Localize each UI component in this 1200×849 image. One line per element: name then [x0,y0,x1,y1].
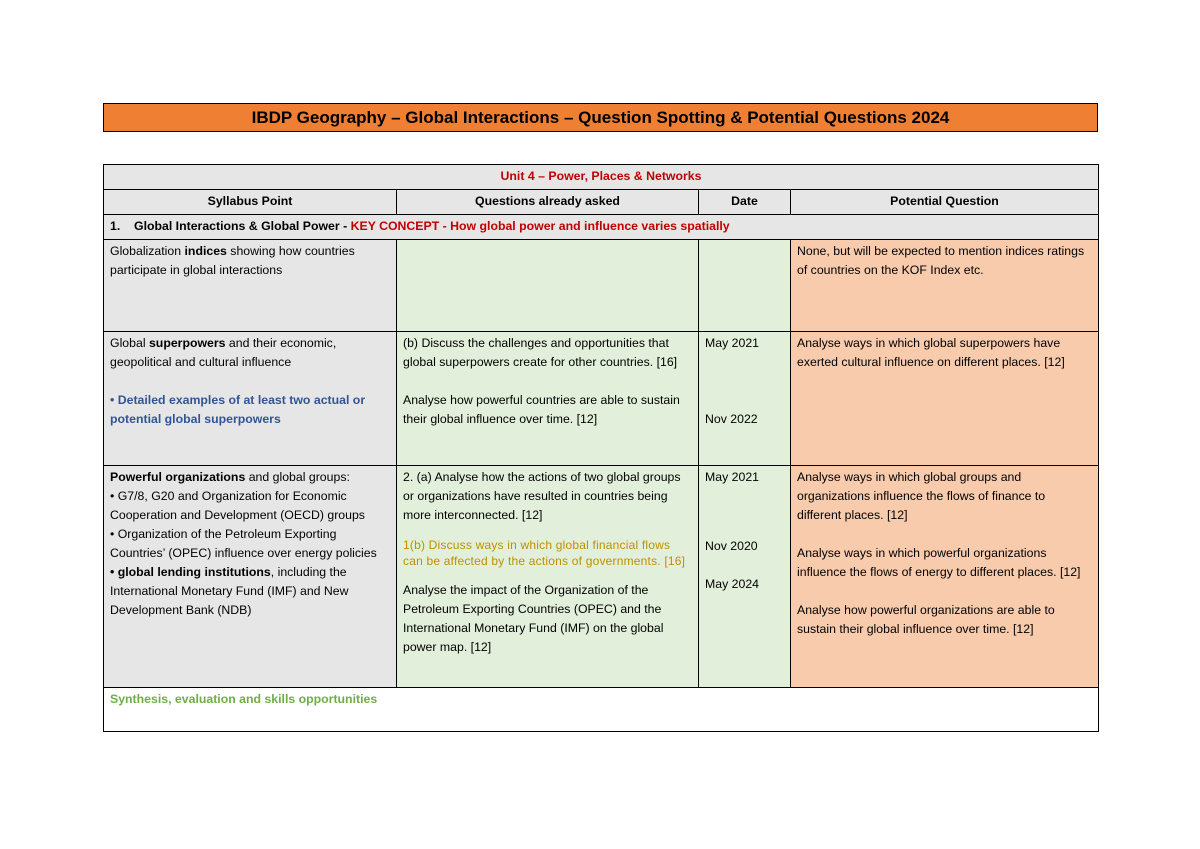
unit-title: Unit 4 – Power, Places & Networks [104,165,1099,190]
potential-question: Analyse how powerful organizations are able to sustain their global influence over time. [12] [797,603,1055,636]
syllabus-cell [104,240,397,332]
syllabus-keyword: indices [184,244,227,258]
potential-question: Analyse ways in which powerful organizations influence the flows of energy to different places. [12] [797,546,1081,579]
question-asked: Analyse how powerful countries are able to sustain their global influence over time. [12] [403,393,680,426]
section-number: 1. [110,219,121,233]
question-date: Nov 2020 [705,539,758,553]
syllabus-bullet: • G7/8, G20 and Organization for Economic Cooperation and Development (OECD) groups [110,489,365,522]
questions-cell [397,466,699,688]
syllabus-text-pre: Globalization [110,244,185,258]
synthesis-row [104,688,1099,732]
header-date: Date [699,190,791,215]
question-date: May 2021 [705,336,760,350]
date-cell [699,240,791,332]
questions-cell [397,332,699,466]
question-date: May 2024 [705,577,760,591]
table-row [104,332,1099,466]
syllabus-cell [104,466,397,688]
synthesis-label: Synthesis, evaluation and skills opportunities [104,688,1099,732]
syllabus-text-post: and their economic, geopolitical and cultural influence [110,336,337,369]
question-asked: (b) Discuss the challenges and opportunities that global superpowers create for other countries. [16] [403,336,678,369]
syllabus-text-post: and global groups: [245,470,350,484]
question-asked: 1(b) Discuss ways in which global financial flows can be affected by the actions of governments. [16] [403,538,686,568]
header-syllabus-point: Syllabus Point [104,190,397,215]
syllabus-bullet: • Organization of the Petroleum Exporting Countries’ (OPEC) influence over energy policies [110,527,377,560]
header-questions-asked: Questions already asked [397,190,699,215]
question-spotting-table [103,164,1099,732]
potential-question: Analyse ways in which global groups and organizations influence the flows of finance to different places. [12] [797,470,1046,522]
syllabus-bullet: • Detailed examples of at least two actual or potential global superpowers [110,393,366,426]
syllabus-bullet-keyword: • global lending institutions [110,565,271,579]
potential-cell [791,332,1099,466]
table-row [104,466,1099,688]
potential-cell [791,466,1099,688]
header-potential-question: Potential Question [791,190,1099,215]
syllabus-keyword: superpowers [148,336,226,350]
potential-cell [791,240,1099,332]
header-row [104,190,1099,215]
syllabus-cell [104,332,397,466]
unit-title-row [104,165,1099,190]
syllabus-keyword: Powerful organizations [110,470,246,484]
table-row [104,240,1099,332]
potential-question: None, but will be expected to mention indices ratings of countries on the KOF Index etc. [797,244,1085,277]
question-asked: Analyse the impact of the Organization of the Petroleum Exporting Countries (OPEC) and the International Monetary Fund (IMF) on the global power map. [12] [403,583,664,654]
question-date: May 2021 [705,470,760,484]
question-asked: 2. (a) Analyse how the actions of two global groups or organizations have resulted in countries being more interconnected. [12] [403,470,681,522]
section-label: Global Interactions & Global Power - [134,219,351,233]
section-heading [104,215,1099,240]
key-concept: KEY CONCEPT - How global power and influence varies spatially [350,219,730,233]
document-title: IBDP Geography – Global Interactions – Question Spotting & Potential Questions 2024 [103,103,1098,132]
date-cell [699,466,791,688]
section-row [104,215,1099,240]
syllabus-bullet: , including the International Monetary Fund (IMF) and New Development Bank (NDB) [110,565,349,617]
question-date: Nov 2022 [705,412,758,426]
syllabus-text-post: showing how countries participate in global interactions [110,244,355,277]
questions-cell [397,240,699,332]
potential-question: Analyse ways in which global superpowers have exerted cultural influence on different places. [12] [797,336,1065,369]
syllabus-text-pre: Global [110,336,149,350]
date-cell [699,332,791,466]
